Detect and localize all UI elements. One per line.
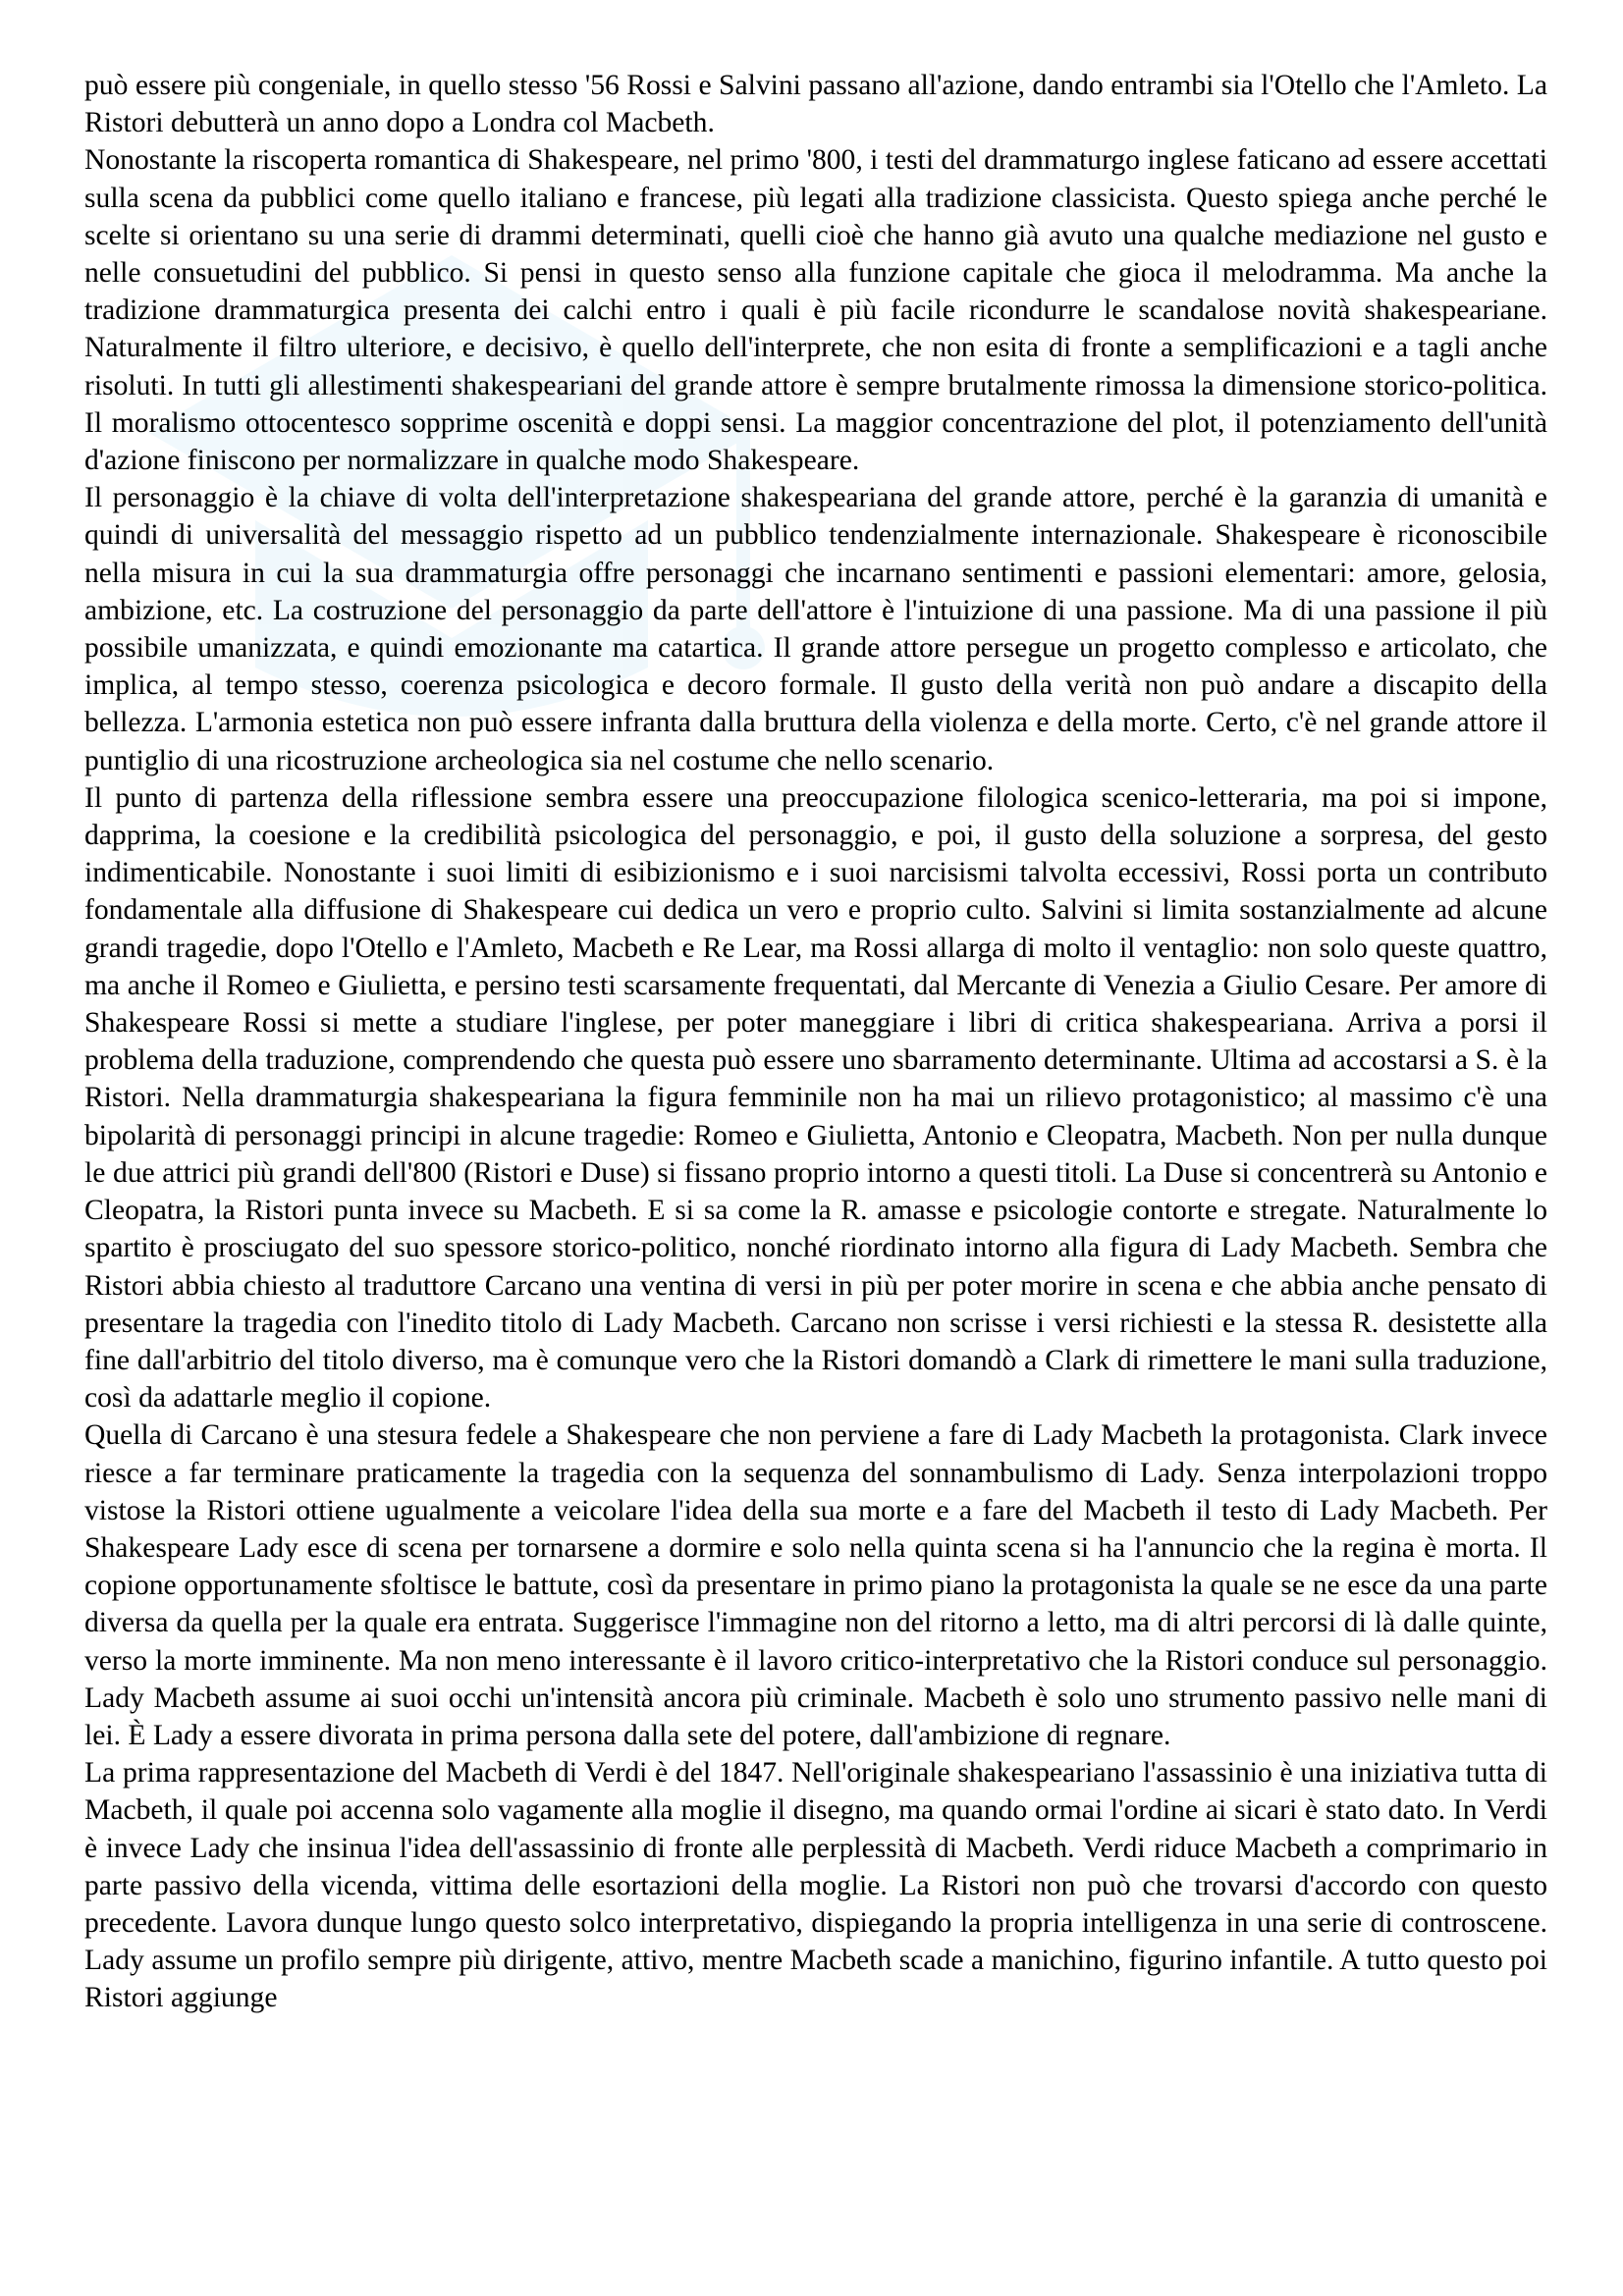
paragraph-2: Nonostante la riscoperta romantica di Shakespeare, nel primo '800, i testi del drammaturgo inglese faticano ad essere accettati sulla scena da pubblici come quello italiano e francese, più legati alla tradizione classicista. Questo spiega anche perché le scelte si orientano su una serie di drammi determinati, quelli cioè che hanno già avuto una qualche mediazione nel gusto e nelle consuetudini del pubblico. Si pensi in questo senso alla funzione capitale che gioca il melodramma. Ma anche la tradizione drammaturgica presenta dei calchi entro i quali è più facile ricondurre le scandalose novità shakespeariane. Naturalmente il filtro ulteriore, e decisivo, è quello dell'interprete, che non esita di fronte a semplificazioni e a tagli anche risoluti. In tutti gli allestimenti shakespeariani del grande attore è sempre brutalmente rimossa la dimensione storico-politica. Il moralismo ottocentesco sopprime oscenità e doppi sensi. La maggior concentrazione del plot, il potenziamento dell'unità d'azione finiscono per normalizzare in qualche modo Shakespeare. — [84, 144, 1547, 477]
paragraph-5: Quella di Carcano è una stesura fedele a Shakespeare che non perviene a fare di Lady Macbeth la protagonista. Clark invece riesce a far terminare praticamente la tragedia con la sequenza del sonnambulismo di Lady. Senza interpolazioni troppo vistose la Ristori ottiene ugualmente a veicolare l'idea della sua morte e a fare del Macbeth il testo di Lady Macbeth. Per Shakespeare Lady esce di scena per tornarsene a dormire e solo nella quinta scena si ha l'annuncio che la regina è morta. Il copione opportunamente sfoltisce le battute, così da presentare in primo piano la protagonista la quale se ne esce da una parte diversa da quella per la quale era entrata. Suggerisce l'immagine non del ritorno a letto, ma di altri percorsi di là dalle quinte, verso la morte imminente. Ma non meno interessante è il lavoro critico-interpretativo che la Ristori conduce sul personaggio. Lady Macbeth assume ai suoi occhi un'intensità ancora più criminale. Macbeth è solo uno strumento passivo nelle mani di lei. È Lady a essere divorata in prima persona dalla sete del potere, dall'ambizione di regnare. — [84, 1419, 1547, 1751]
paragraph-3: Il personaggio è la chiave di volta dell'interpretazione shakespeariana del grande attore, perché è la garanzia di umanità e quindi di universalità del messaggio rispetto ad un pubblico tendenzialmente internazionale. Shakespeare è riconoscibile nella misura in cui la sua drammaturgia offre personaggi che incarnano sentimenti e passioni elementari: amore, gelosia, ambizione, etc. La costruzione del personaggio da parte dell'attore è l'intuizione di una passione. Ma di una passione il più possibile umanizzata, e quindi emozionante ma catartica. Il grande attore persegue un progetto complesso e articolato, che implica, al tempo stesso, coerenza psicologica e decoro formale. Il gusto della verità non può andare a discapito della bellezza. L'armonia estetica non può essere infranta dalla bruttura della violenza e della morte. Certo, c'è nel grande attore il puntiglio di una ricostruzione archeologica sia nel costume che nello scenario. — [84, 482, 1547, 776]
paragraph-6: La prima rappresentazione del Macbeth di Verdi è del 1847. Nell'originale shakespeariano l'assassinio è una iniziativa tutta di Macbeth, il quale poi accenna solo vagamente alla moglie il disegno, ma quando ormai l'ordine ai sicari è stato dato. In Verdi è invece Lady che insinua l'idea dell'assassinio di fronte alle perplessità di Macbeth. Verdi riduce Macbeth a comprimario in parte passivo della vicenda, vittima delle esortazioni della moglie. La Ristori non può che trovarsi d'accordo con questo precedente. Lavora dunque lungo questo solco interpretativo, dispiegando la propria intelligenza in una serie di controscene. Lady assume un profilo sempre più dirigente, attivo, mentre Macbeth scade a manichino, figurino infantile. A tutto questo poi Ristori aggiunge — [84, 1757, 1547, 2014]
document-page — [84, 67, 1547, 2275]
paragraph-1: può essere più congeniale, in quello stesso '56 Rossi e Salvini passano all'azione, dando entrambi sia l'Otello che l'Amleto. La Ristori debutterà un anno dopo a Londra col Macbeth. — [84, 70, 1547, 139]
document-body — [84, 67, 1547, 2017]
paragraph-4: Il punto di partenza della riflessione sembra essere una preoccupazione filologica scenico-letteraria, ma poi si impone, dapprima, la coesione e la credibilità psicologica del personaggio, e poi, il gusto della soluzione a sorpresa, del gesto indimenticabile. Nonostante i suoi limiti di esibizionismo e i suoi narcisismi talvolta eccessivi, Rossi porta un contributo fondamentale alla diffusione di Shakespeare cui dedica un vero e proprio culto. Salvini si limita sostanzialmente ad alcune grandi tragedie, dopo l'Otello e l'Amleto, Macbeth e Re Lear, ma Rossi allarga di molto il ventaglio: non solo queste quattro, ma anche il Romeo e Giulietta, e persino testi scarsamente frequentati, dal Mercante di Venezia a Giulio Cesare. Per amore di Shakespeare Rossi si mette a studiare l'inglese, per poter maneggiare i libri di critica shakespeariana. Arriva a porsi il problema della traduzione, comprendendo che questa può essere uno sbarramento determinante. Ultima ad accostarsi a S. è la Ristori. Nella drammaturgia shakespeariana la figura femminile non ha mai un rilievo protagonistico; al massimo c'è una bipolarità di personaggi principi in alcune tragedie: Romeo e Giulietta, Antonio e Cleopatra, Macbeth. Non per nulla dunque le due attrici più grandi dell'800 (Ristori e Duse) si fissano proprio intorno a questi titoli. La Duse si concentrerà su Antonio e Cleopatra, la Ristori punta invece su Macbeth. E si sa come la R. amasse e psicologie contorte e stregate. Naturalmente lo spartito è prosciugato del suo spessore storico-politico, nonché riordinato intorno alla figura di Lady Macbeth. Sembra che Ristori abbia chiesto al traduttore Carcano una ventina di versi in più per poter morire in scena e che abbia anche pensato di presentare la tragedia con l'inedito titolo di Lady Macbeth. Carcano non scrisse i versi richiesti e la stessa R. desistette alla fine dall'arbitrio del titolo diverso, ma è comunque vero che la Ristori domandò a Clark di rimettere le mani sulla traduzione, così da adattarle meglio il copione. — [84, 781, 1547, 1415]
